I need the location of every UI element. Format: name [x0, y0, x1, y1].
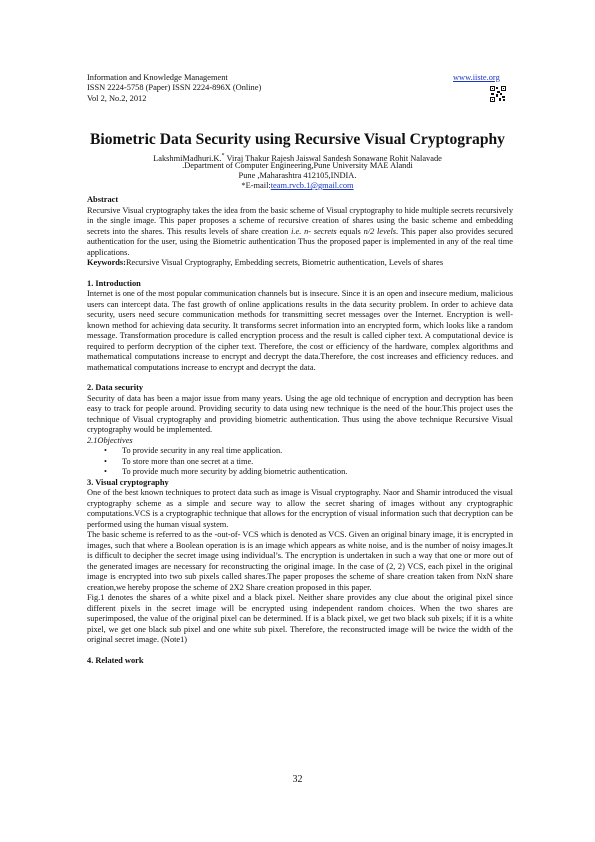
- bullet-icon: •: [104, 467, 107, 476]
- objectives-heading: 2.1Objectives: [87, 435, 133, 445]
- list-item: [87, 457, 513, 468]
- location: Pune ,Maharashtra 412105,INDIA.: [238, 171, 357, 180]
- visual-cryptography-p2: The basic scheme is referred to as the -out-of- VCS which is denoted as VCS. Given an original binary image, it is encrypted in images, such that where a Boolean operation is is an image which appears as white noise, and is the number of noisy images.It is difficult to decipher the secret image using individual’s. The encryption is undertaken in such a way that one or more out of the generated images are necessary for reconstructing the original image. In the case of (2, 2) VCS, each pixel in the original image is encrypted into two sub pixels called shares.The paper proposes the scheme of share creation taken from NxN share creation,we hereby propose the scheme of 2X2 Share creation proposed in this paper.: [87, 530, 513, 592]
- email-prefix: *E-mail:: [241, 181, 271, 190]
- corresponding-star: *: [221, 153, 225, 159]
- objectives-list: [87, 446, 513, 478]
- abstract-italic: i.e. n- secrets: [291, 226, 337, 236]
- issn-line: ISSN 2224-5758 (Paper) ISSN 2224-896X (Online): [87, 83, 262, 93]
- objective-text: To store more than one secret at a time.: [122, 456, 254, 466]
- journal-name: Information and Knowledge Management: [87, 73, 228, 82]
- list-item: [87, 446, 513, 457]
- keywords-text: Recursive Visual Cryptography, Embedding secrets, Biometric authentication, Levels of shares: [125, 258, 444, 267]
- abstract-italic: n/2 levels: [363, 226, 397, 236]
- affiliation: .Department of Computer Engineering,Pune University MAE Alandi: [182, 161, 413, 170]
- introduction-heading: 1. Introduction: [87, 278, 141, 288]
- running-header: [87, 73, 261, 104]
- abstract-text: [87, 206, 513, 259]
- visual-cryptography-p1: One of the best known techniques to protect data such as image is Visual cryptography. Naor and Shamir introduced the visual cryptography scheme as a simple and secure way to allow the secret sharing of images without any cryptographic computations.VCS is a cryptographic technique that allows for the encryption of visual information such that decryption can be performed using the human visual system.: [87, 488, 513, 529]
- introduction-text: Internet is one of the most popular communication channels but is insecure. Since it is an open and insecure medium, malicious users can intercept data. The fast growth of online applications results in the data security problem. In order to achieve data security, users need secure communication methods for transmitting secret messages over the Internet. Encryption is well-known method for achieving data security. It transforms secret information into an encrypted form, which looks like a random message. Transformation procedure is called encryption process and the result is called cipher text. A computational device is required to perform decryption of the cipher text. Therefore, the cost or efficiency of the hardware, complex algorithms and mathematical computations increase to encrypt and decrypt the data.Therefore, the cost increases and efficiency reduces. and mathematical computations increase to encrypt and decrypt the data.: [87, 289, 513, 372]
- list-item: [87, 467, 513, 478]
- objective-text: To provide much more security by adding biometric authentication.: [122, 467, 348, 476]
- abstract-text-part: Recursive Visual cryptography takes the idea from the basic scheme of Visual cryptography to hide multiple secrets recursively in the single image. This paper proposes a scheme of recursive creation of shares using the basic scheme and embedding secrets into the shares. This results levels of share creation: [87, 205, 513, 236]
- bullet-icon: •: [104, 456, 107, 466]
- co-authors: Viraj Thakur Rajesh Jaiswal Sandesh Sonawane Rohit Nalavade: [224, 153, 442, 163]
- data-security-text: Security of data has been a major issue from many years. Using the age old technique of encryption and decryption has been easy to track for people around. Providing security to data using new technique is the need of the hour.This project uses the technique of Visual cryptography and providing biometric authentication. Thus using the above technique Recursive Visual cryptography would be implemented.: [87, 393, 513, 434]
- keywords-label: Keywords:: [87, 258, 126, 267]
- first-author: LakshmiMadhuri.K.: [153, 153, 222, 163]
- iiste-logo-icon: [490, 86, 506, 102]
- email-line: [60, 181, 535, 191]
- email-link[interactable]: team.rvcb.1@gmail.com: [270, 181, 354, 190]
- visual-cryptography-p3: Fig.1 denotes the shares of a white pixel and a black pixel. Neither share provides any clue about the original pixel since different pixels in the secret image will be encrypted using independent random choices. When the two shares are superimposed, the value of the original pixel can be determined. If is a black pixel, we get two black sub pixels; if it is a white pixel, we get one black sub pixel and one white sub pixel. Therefore, the reconstructed image will be twice the width of the original secret image. (Note1): [87, 593, 513, 644]
- volume-line: Vol 2, No.2, 2012: [87, 93, 147, 103]
- bullet-icon: •: [104, 446, 107, 455]
- objective-text: To provide security in any real time application.: [122, 446, 283, 455]
- visual-cryptography-heading: 3. Visual cryptography: [87, 477, 169, 487]
- related-work-heading: 4. Related work: [87, 655, 144, 665]
- abstract-text-part: . This paper also provides secured authentication for the user, using the Biometric authentication Thus the proposed paper is implemented in any of the real time applications.: [87, 226, 513, 257]
- page-number: 32: [292, 774, 303, 785]
- data-security-heading: 2. Data security: [87, 383, 144, 392]
- abstract-heading: Abstract: [87, 195, 119, 204]
- abstract-text-part: equals: [336, 226, 364, 236]
- website-link[interactable]: www.iiste.org: [453, 73, 500, 82]
- paper-body: [87, 195, 513, 666]
- keywords-line: [87, 258, 513, 269]
- paper-title: Biometric Data Security using Recursive Visual Cryptography: [90, 131, 505, 148]
